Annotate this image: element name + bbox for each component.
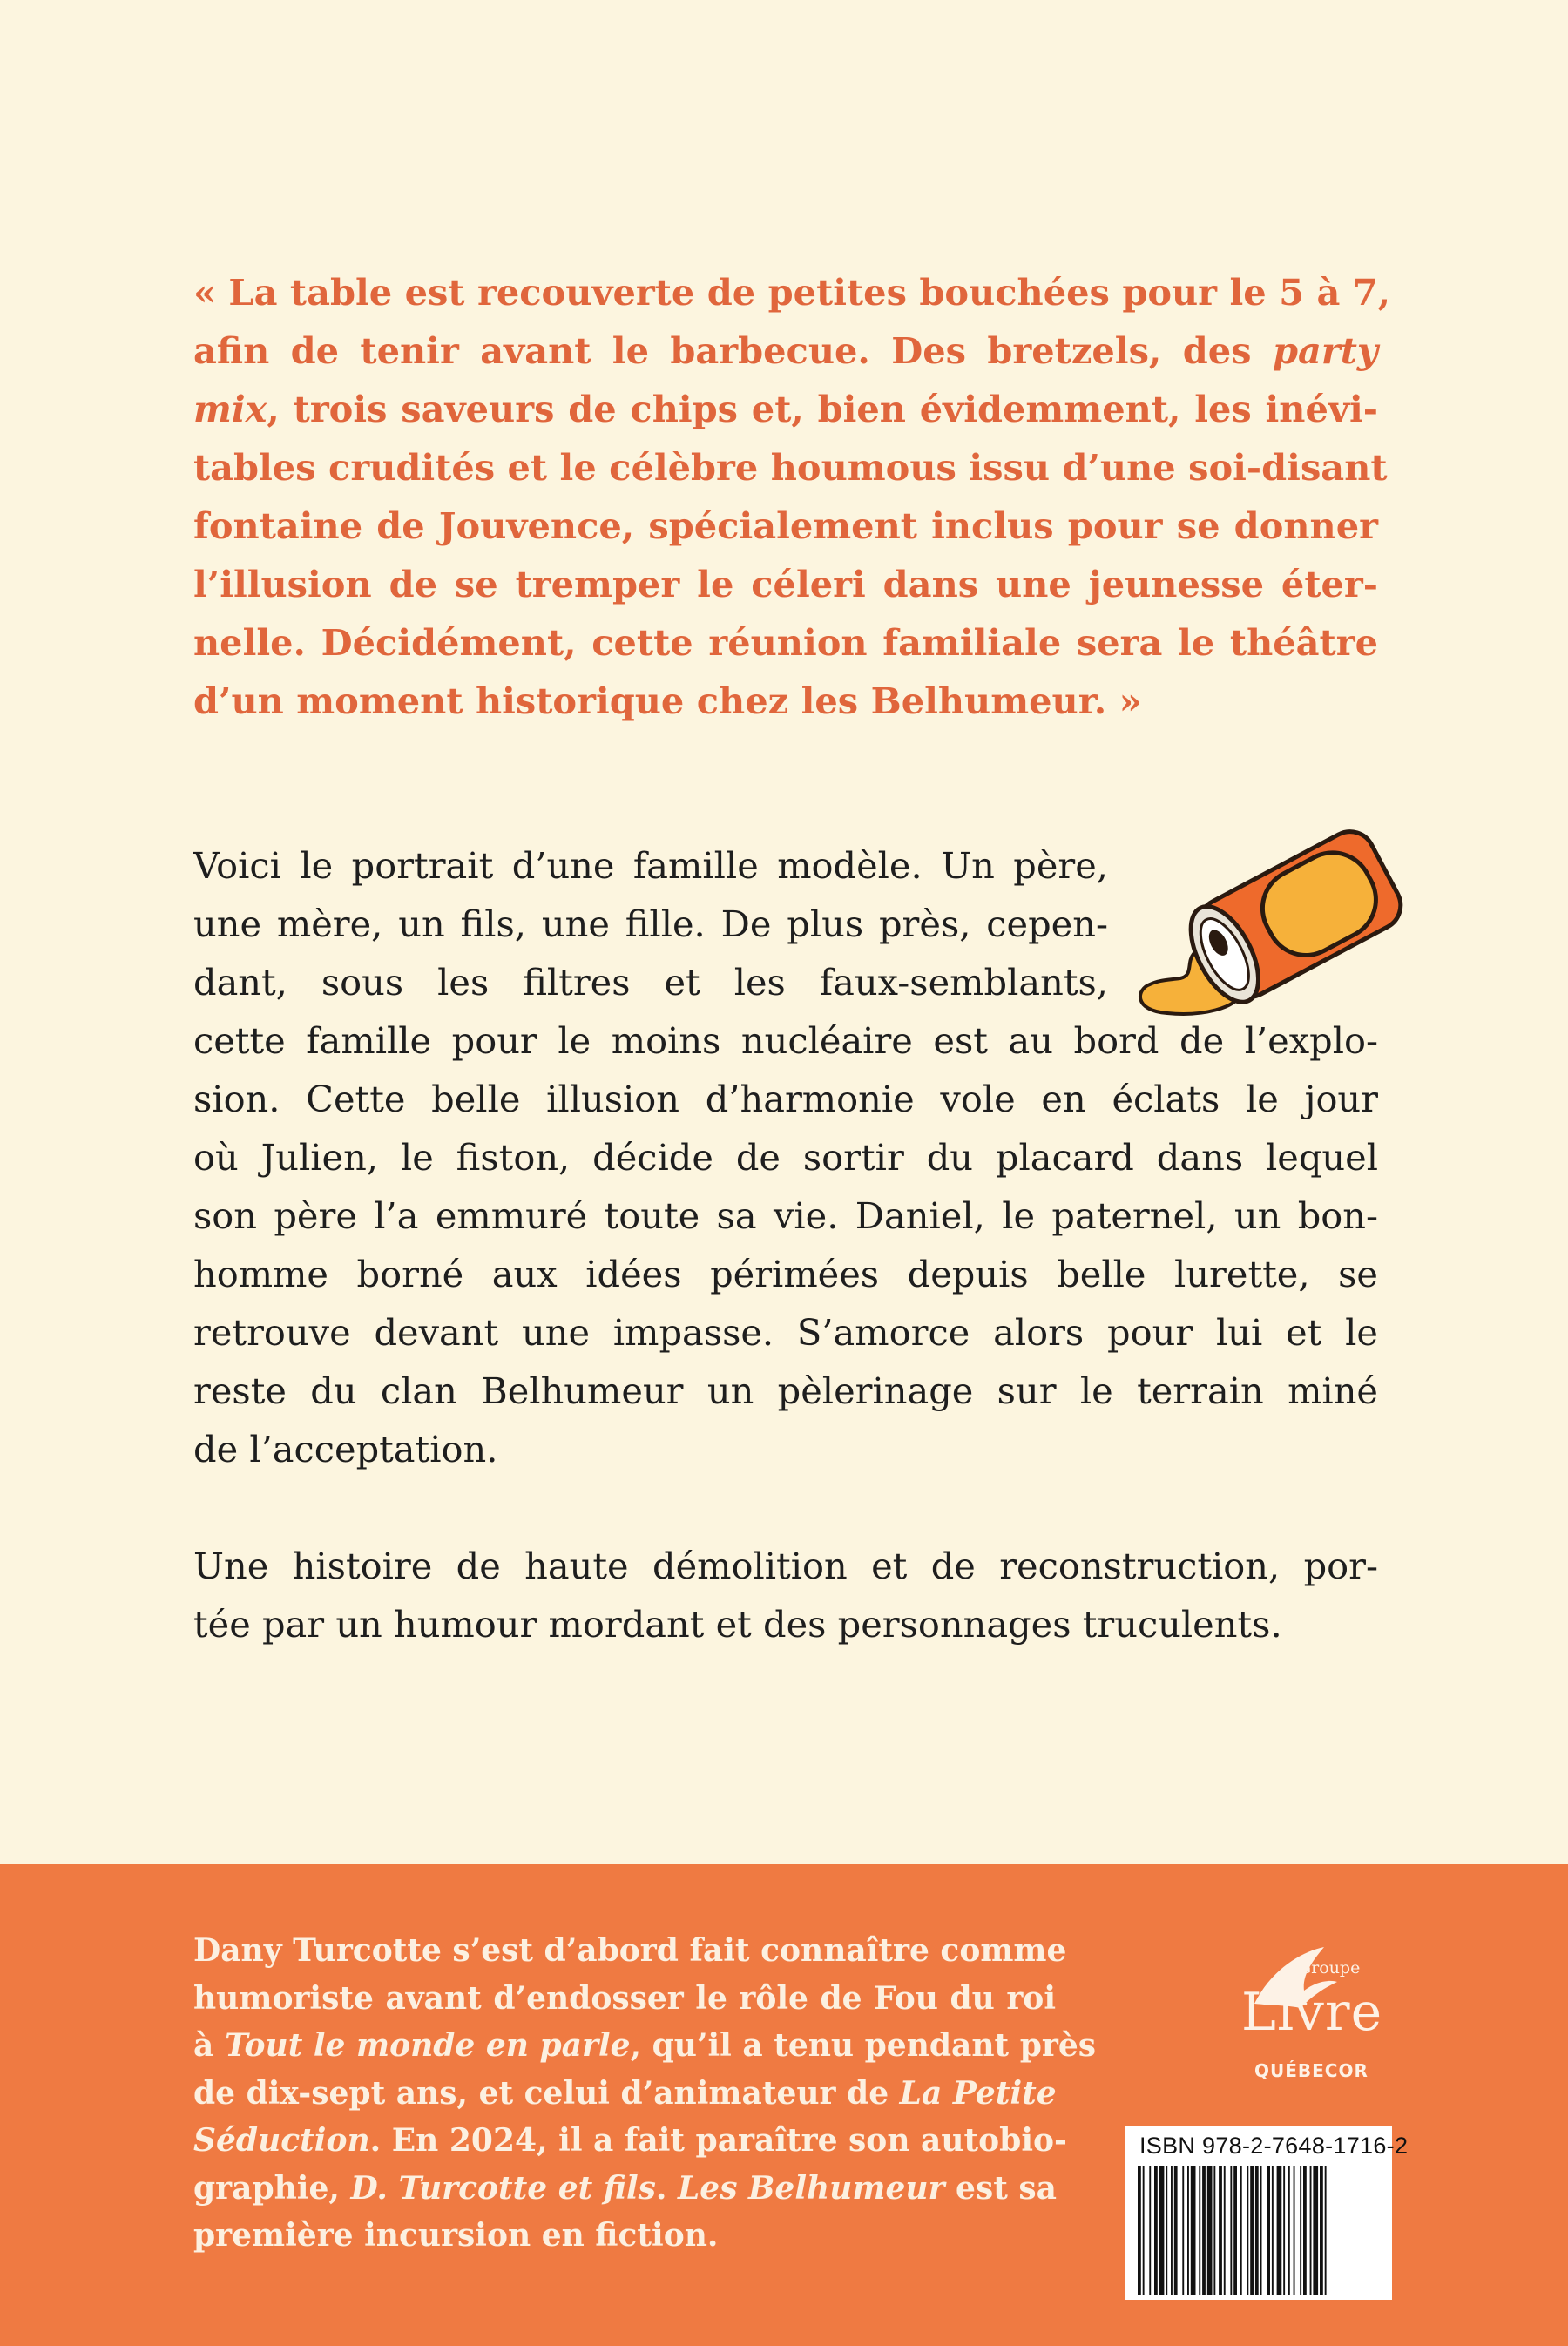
barcode-bar bbox=[1283, 2166, 1285, 2295]
quote-line: tables crudités et le célèbre houmous issu d’une soi-disant bbox=[193, 446, 1388, 489]
barcode-bar bbox=[1219, 2166, 1222, 2295]
bio-line: graphie, D. Turcotte et fils. Les Belhumeur est sa bbox=[193, 2169, 1057, 2207]
bio-line: humoriste avant d’endosser le rôle de Fou du roi bbox=[193, 1979, 1056, 2017]
barcode-bar bbox=[1171, 2166, 1173, 2295]
body-line: cette famille pour le moins nucléaire est au bord de l’explo- bbox=[193, 1019, 1378, 1062]
bio-line: de dix-sept ans, et celui d’animateur de La Petite bbox=[193, 2074, 1057, 2112]
barcode-bar bbox=[1213, 2166, 1215, 2295]
quote-italic: mix bbox=[193, 388, 267, 430]
quote-line: fontaine de Jouvence, spécialement inclus pour se donner bbox=[193, 504, 1378, 547]
barcode-bar bbox=[1207, 2166, 1213, 2295]
body-line: dant, sous les filtres et les faux-semblants, bbox=[193, 961, 1108, 1004]
quote-line: nelle. Décidément, cette réunion familiale sera le théâtre bbox=[193, 621, 1378, 664]
barcode-bar bbox=[1138, 2166, 1141, 2295]
bio-line: Dany Turcotte s’est d’abord fait connaître comme bbox=[193, 1932, 1067, 1969]
body-line: de l’acceptation. bbox=[193, 1428, 498, 1470]
quote-line: mix, trois saveurs de chips et, bien évidemment, les inévi- bbox=[193, 388, 1378, 430]
body-line: reste du clan Belhumeur un pèlerinage sur le terrain miné bbox=[193, 1369, 1378, 1412]
publisher-groupe: Groupe bbox=[1298, 1958, 1361, 1978]
barcode-bar bbox=[1300, 2166, 1301, 2295]
barcode-bar bbox=[1247, 2166, 1248, 2295]
barcode-bar bbox=[1182, 2166, 1184, 2295]
quote-italic: party bbox=[1272, 329, 1378, 372]
quote-line: afin de tenir avant le barbecue. Des bretzels, des party bbox=[193, 329, 1378, 372]
barcode-bar bbox=[1313, 2166, 1318, 2295]
barcode-bar bbox=[1303, 2166, 1307, 2295]
barcode-bar bbox=[1224, 2166, 1226, 2295]
barcode-bar bbox=[1174, 2166, 1178, 2295]
bio-line: première incursion en fiction. bbox=[193, 2217, 719, 2254]
description-paragraph bbox=[193, 836, 1378, 1478]
barcode bbox=[1125, 2126, 1409, 2300]
isbn-number: ISBN 978-2-7648-1716-2 bbox=[1139, 2133, 1409, 2159]
body-line: retrouve devant une impasse. S’amorce alors pour lui et le bbox=[193, 1311, 1378, 1354]
barcode-bar bbox=[1267, 2166, 1270, 2295]
quote-line: « La table est recouverte de petites bouchées pour le 5 à 7, bbox=[193, 271, 1391, 314]
body-line: Voici le portrait d’une famille modèle. Un père, bbox=[193, 844, 1108, 887]
barcode-bar bbox=[1149, 2166, 1151, 2295]
barcode-bar bbox=[1260, 2166, 1262, 2295]
barcode-bar bbox=[1187, 2166, 1189, 2295]
quote-line: d’un moment historique chez les Belhumeur. » bbox=[193, 679, 1142, 722]
publisher-quebecor: QUÉBECOR bbox=[1254, 2060, 1369, 2081]
body-line: tée par un humour mordant et des personnages truculents. bbox=[193, 1603, 1282, 1646]
barcode-bar bbox=[1277, 2166, 1282, 2295]
barcode-bar bbox=[1294, 2166, 1295, 2295]
body-line: sion. Cette belle illusion d’harmonie vole en éclats le jour bbox=[193, 1078, 1378, 1120]
barcode-bar bbox=[1240, 2166, 1242, 2295]
barcode-bar bbox=[1143, 2166, 1145, 2295]
bio-line: Séduction. En 2024, il a fait paraître son autobio- bbox=[193, 2122, 1067, 2159]
barcode-bar bbox=[1250, 2166, 1254, 2295]
barcode-bar bbox=[1272, 2166, 1274, 2295]
barcode-bar bbox=[1320, 2166, 1323, 2295]
barcode-bar bbox=[1325, 2166, 1327, 2295]
body-line: homme borné aux idées périmées depuis belle lurette, se bbox=[193, 1253, 1378, 1295]
barcode-bar bbox=[1159, 2166, 1165, 2295]
barcode-bar bbox=[1310, 2166, 1312, 2295]
publisher-livre: Livre bbox=[1241, 1982, 1383, 2043]
body-line: Une histoire de haute démolition et de reconstruction, por- bbox=[193, 1545, 1378, 1587]
bio-line: à Tout le monde en parle, qu’il a tenu pendant près bbox=[193, 2027, 1097, 2064]
body-line: son père l’a emmuré toute sa vie. Daniel, le paternel, un bon- bbox=[193, 1194, 1378, 1237]
barcode-bar bbox=[1202, 2166, 1206, 2295]
barcode-bar bbox=[1288, 2166, 1290, 2295]
body-line: où Julien, le fiston, décide de sortir du placard dans lequel bbox=[193, 1136, 1378, 1179]
body-line: une mère, un fils, une fille. De plus près, cepen- bbox=[193, 903, 1108, 945]
quote-line: l’illusion de se tremper le céleri dans une jeunesse éter- bbox=[193, 563, 1378, 605]
barcode-bar bbox=[1233, 2166, 1237, 2295]
pull-quote bbox=[193, 263, 1391, 730]
barcode-bar bbox=[1166, 2166, 1167, 2295]
author-bio bbox=[193, 1927, 1097, 2260]
tagline-paragraph bbox=[193, 1537, 1378, 1653]
barcode-bar bbox=[1154, 2166, 1158, 2295]
barcode-bar bbox=[1199, 2166, 1200, 2295]
barcode-bar bbox=[1191, 2166, 1196, 2295]
barcode-bars bbox=[1138, 2166, 1382, 2295]
barcode-bar bbox=[1230, 2166, 1232, 2295]
barcode-bar bbox=[1255, 2166, 1259, 2295]
